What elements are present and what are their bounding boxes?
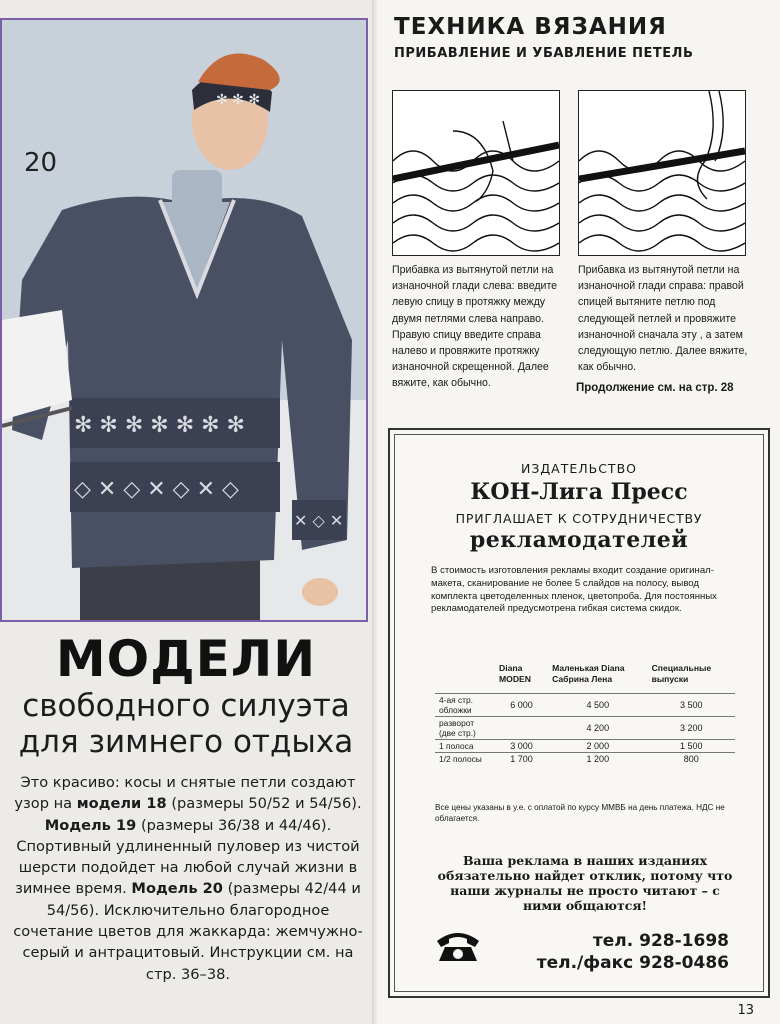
price-table	[435, 661, 735, 765]
publisher-name: КОН-Лига Пресс	[470, 479, 688, 505]
header-cell: Diana MODEN	[499, 663, 531, 684]
fax-number: тел./факс 928-0486	[536, 953, 729, 973]
desc-text: (размеры 42/44 и 54/56). Исключительно благородное сочетание цветов для жаккарда: жемчужно-серый и антрацитовый. Инструкции см. на стр. 36–38.	[13, 880, 363, 983]
desc-bold: Модель 19	[44, 816, 137, 834]
page-number: 13	[737, 1003, 754, 1018]
price-cell: 1 200	[548, 753, 648, 766]
telephone-icon	[433, 929, 483, 963]
price-cell: 3 500	[648, 694, 735, 717]
desc-bold: модели 18	[76, 795, 167, 813]
advertisers-heading: рекламодателей	[469, 527, 689, 553]
desc-text: (размеры 36/38 и 44/46). Спортивный удлиненный пуловер из чистой шерсти подойдет на любой случай жизни в зимнее время.	[15, 816, 360, 898]
phone-number: тел. 928-1698	[592, 931, 729, 951]
desc-text: (размеры 50/52 и 54/56).	[166, 795, 362, 813]
price-cell	[495, 717, 548, 740]
subtitle-line-1: свободного силуэта	[22, 688, 350, 724]
price-cell: 4 500	[548, 694, 648, 717]
price-cell: 3 200	[648, 717, 735, 740]
table-row	[435, 694, 735, 717]
left-page	[0, 0, 372, 1024]
table-row	[435, 717, 735, 740]
row-label: 1/2 полосы	[435, 753, 495, 766]
price-cell: 2 000	[548, 740, 648, 753]
diagram-caption-left: Прибавка из вытянутой петли на изнаночной глади слева: введите левую спицу в протяжку между двумя петлями слева направо. Правую спицу введите справа налево и провяжите протяжку изнаночной скрещенной. Далее вяжите, как обычно.	[392, 264, 558, 390]
row-label: 1 полоса	[435, 740, 495, 753]
header-cell: Специальные выпуски	[651, 663, 712, 684]
price-cell: 3 000	[495, 740, 548, 753]
title-main: МОДЕЛИ	[55, 630, 317, 688]
subtitle-line-2: для зимнего отдыха	[18, 724, 354, 760]
desc-bold: Модель 20	[131, 880, 223, 898]
advertisement-box	[388, 428, 770, 998]
model-number: 20	[24, 148, 58, 178]
desc-text: Это красиво: косы и снятые петли создают узор на	[14, 774, 356, 813]
model-photo	[0, 18, 368, 622]
ad-body-text: В стоимость изготовления рекламы входит создание оригинал-макета, сканирование не более 5 слайдов на полосу, вывод комплекта цветоделенных пленок, цветопроба. Для постоянных рекламодателей предусмотрена гибкая система скидок.	[431, 565, 717, 615]
price-cell: 800	[648, 753, 735, 766]
row-label: разворот (две стр.)	[435, 717, 495, 740]
header-cell: Маленькая Diana Сабрина Лена	[552, 663, 625, 684]
right-page	[378, 0, 780, 1024]
price-cell: 6 000	[495, 694, 548, 717]
diagram-caption-right: Прибавка из вытянутой петли на изнаночной глади справа: правой спицей вытяните петлю под следующей петлей и провяжите изнаночной сначала эту , а затем следующую петлю. Далее вяжите, как обычно.	[578, 264, 748, 374]
svg-text:✻ ✻ ✻: ✻ ✻ ✻	[216, 92, 261, 108]
section-title	[0, 628, 372, 760]
technique-subtitle: ПРИБАВЛЕНИЕ И УБАВЛЕНИЕ ПЕТЕЛЬ	[394, 46, 694, 61]
header-cell	[435, 661, 495, 694]
price-table-header	[435, 661, 735, 694]
price-cell: 4 200	[548, 717, 648, 740]
svg-text:◇ ✕ ◇ ✕ ◇ ✕ ◇: ◇ ✕ ◇ ✕ ◇ ✕ ◇	[74, 477, 239, 502]
price-cell: 1 700	[495, 753, 548, 766]
knitting-diagram-left	[392, 90, 560, 256]
model-description	[12, 772, 364, 985]
ad-slogan: Ваша реклама в наших изданиях обязательно найдет отклик, потому что наши журналы не просто читают – с ними общаются!	[437, 853, 733, 913]
technique-title: ТЕХНИКА ВЯЗАНИЯ	[394, 14, 667, 40]
row-label: 4-ая стр. обложки	[435, 694, 495, 717]
svg-text:✻ ✻ ✻ ✻ ✻ ✻ ✻: ✻ ✻ ✻ ✻ ✻ ✻ ✻	[74, 413, 245, 438]
sweater-illustration	[2, 20, 366, 620]
knitting-diagram-right	[578, 90, 746, 256]
price-note: Все цены указаны в у.е. с оплатой по курсу ММВБ на день платежа. НДС не облагается.	[435, 803, 725, 823]
invitation-text: ПРИГЛАШАЕТ К СОТРУДНИЧЕСТВУ	[455, 511, 703, 526]
publisher-label: ИЗДАТЕЛЬСТВО	[521, 461, 637, 476]
price-cell: 1 500	[648, 740, 735, 753]
advertisement-frame	[394, 434, 764, 992]
svg-text:✕ ◇ ✕: ✕ ◇ ✕	[294, 511, 344, 530]
continued-note: Продолжение см. на стр. 28	[576, 382, 734, 394]
table-row	[435, 740, 735, 753]
table-row	[435, 753, 735, 766]
